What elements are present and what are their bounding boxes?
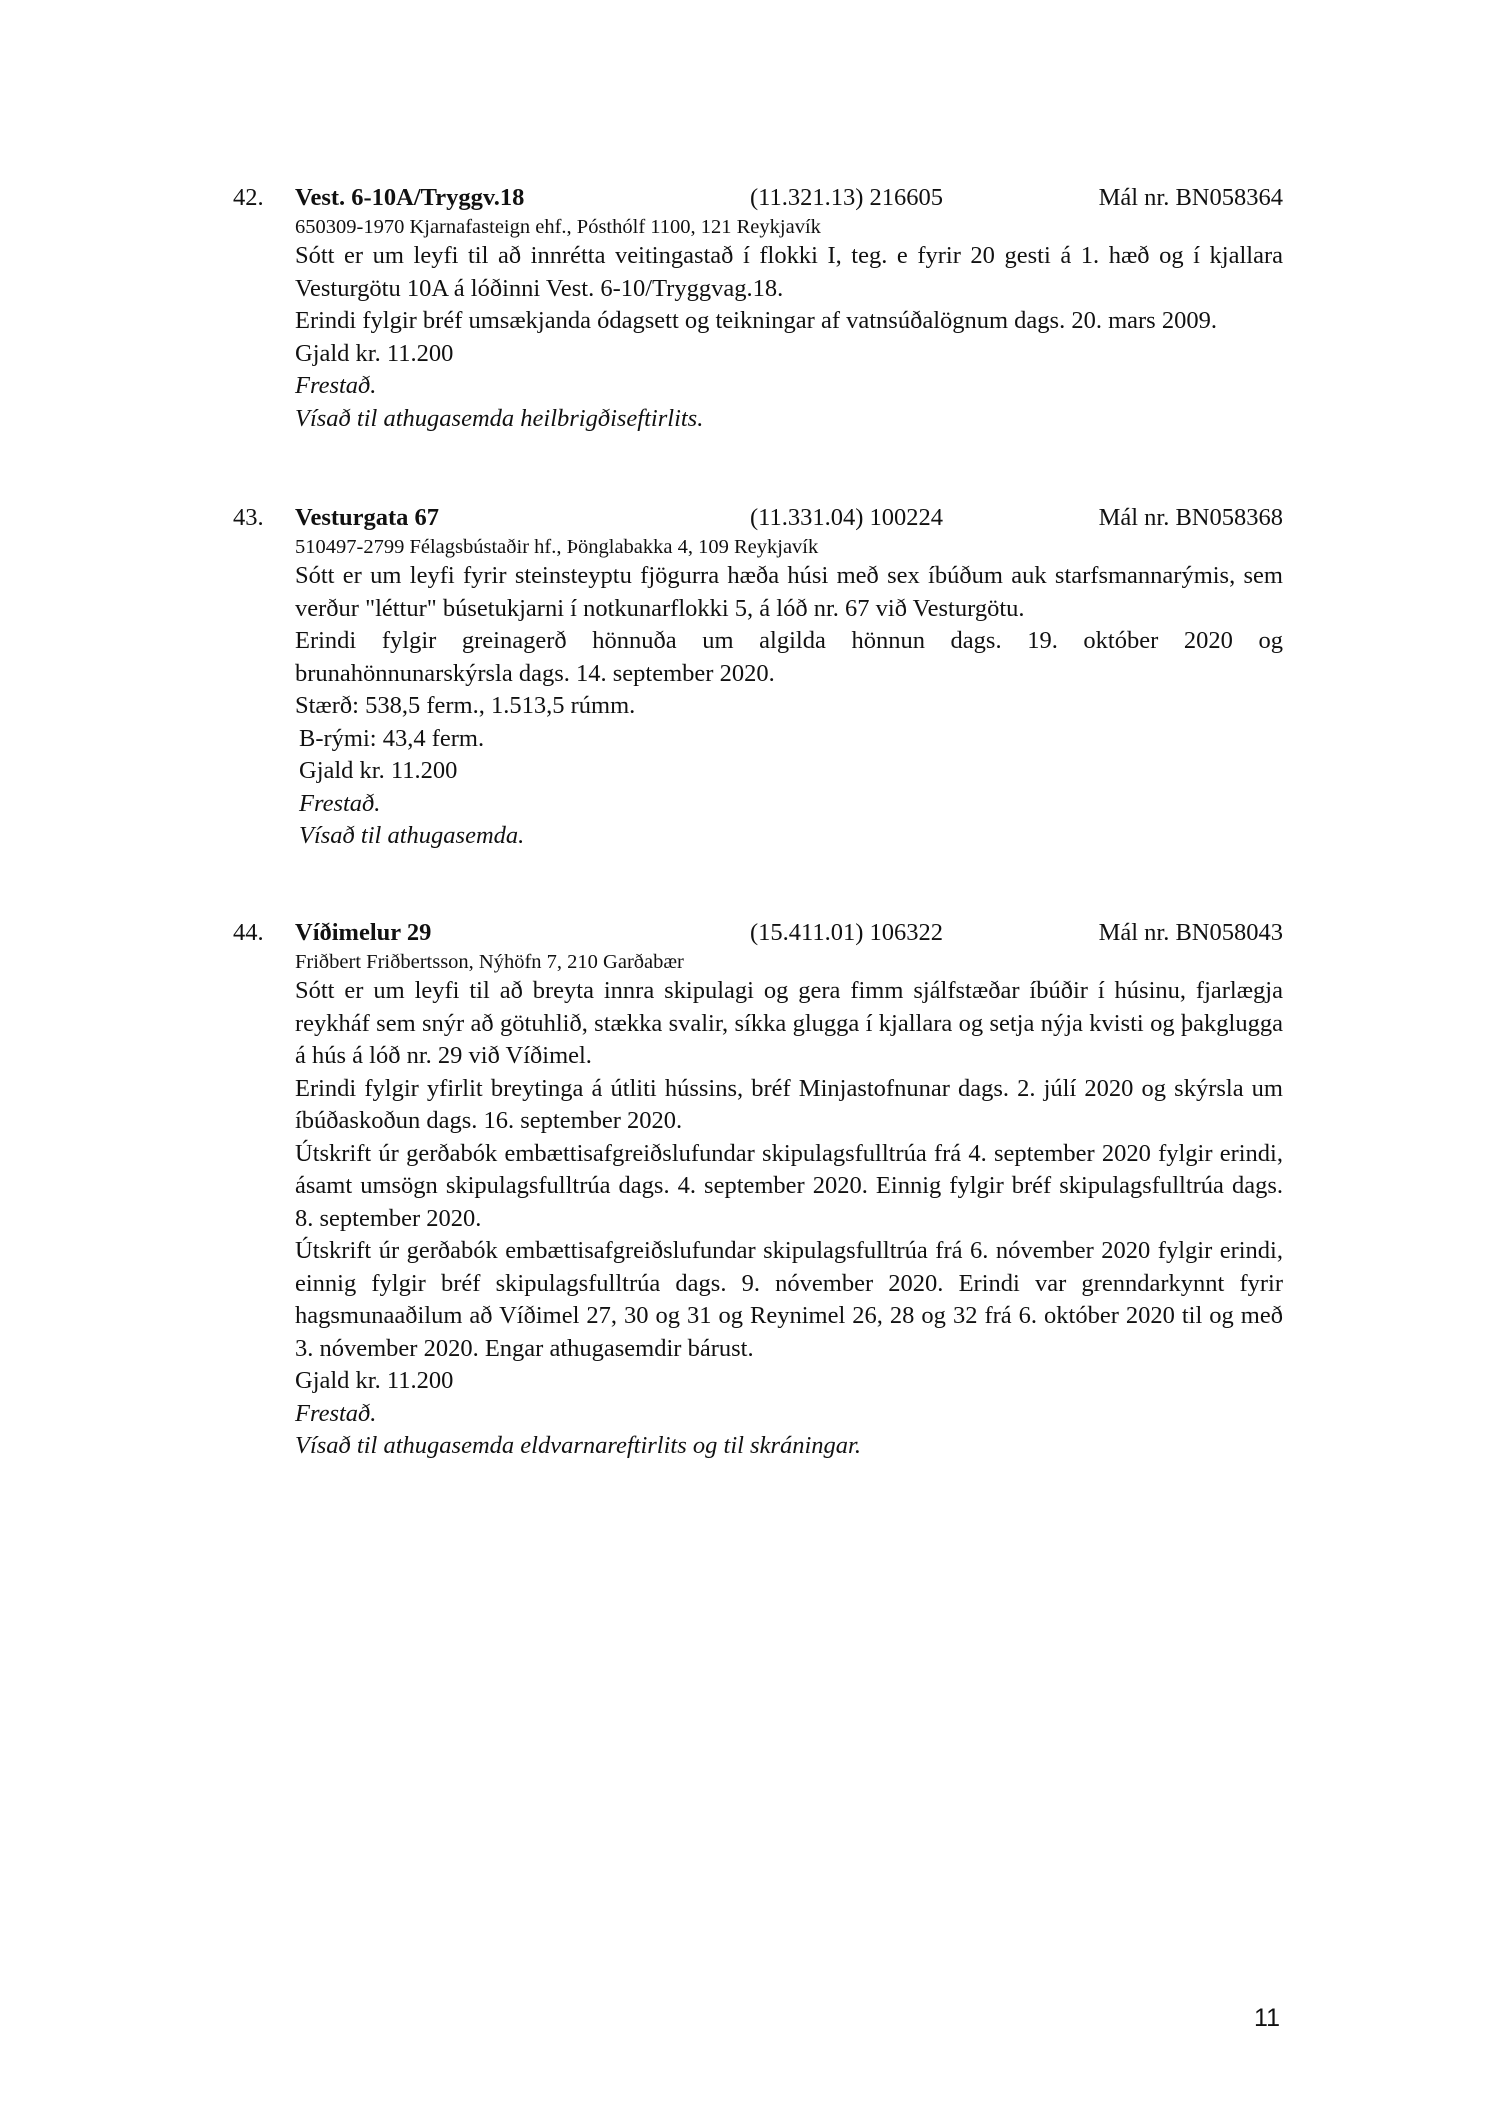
entry-attachments: Erindi fylgir bréf umsækjanda ódagsett og teikningar af vatnsúðalögnum dags. 20. mars 2009. <box>295 307 1217 334</box>
entry-land-reference: (11.321.13) 216605 <box>750 184 944 211</box>
entry-address: Víðimelur 29 <box>295 919 432 946</box>
entry-note: Vísað til athugasemda heilbrigðiseftirlits. <box>295 404 704 432</box>
entry-attachments: Erindi fylgir greinagerð hönnuða um algilda hönnun dags. 19. október 2020 og brunahönnunarskýrsla dags. 14. september 2020. <box>295 627 1283 687</box>
entry-address: Vest. 6-10A/Tryggv.18 <box>295 184 525 211</box>
entry-land-reference: (15.411.01) 106322 <box>750 919 944 946</box>
entry-case-number: Mál nr. BN058368 <box>1098 504 1283 531</box>
case-entry-44 <box>233 917 1283 1463</box>
entry-land-reference: (11.331.04) 100224 <box>750 504 944 531</box>
entry-status: Frestað. <box>299 789 381 817</box>
entry-case-number: Mál nr. BN058364 <box>1098 184 1283 211</box>
entry-note: Vísað til athugasemda eldvarnareftirlits og til skráningar. <box>295 1432 862 1459</box>
entry-attachments: Erindi fylgir yfirlit breytinga á útliti hússins, bréf Minjastofnunar dags. 2. júlí 2020 og skýrsla um íbúðaskoðun dags. 16. september 2020. <box>295 1074 1283 1134</box>
entry-body <box>295 534 1283 853</box>
entry-minutes-extract-2: Útskrift úr gerðabók embættisafgreiðslufundar skipulagsfulltrúa frá 6. nóvember 2020 fylgir erindi, einnig fylgir bréf skipulagsfulltrúa dags. 9. nóvember 2020. Erindi var grenndarkynnt fyrir hagsmunaaðilum að Víðimel 27, 30 og 31 og Reynimel 26, 28 og 32 frá 6. október 2020 til og með 3. nóvember 2020. Engar athugasemdir bárust. <box>295 1237 1283 1362</box>
entry-address: Vesturgata 67 <box>295 504 440 531</box>
entry-header <box>233 182 1283 214</box>
entry-owner: 510497-2799 Félagsbústaðir hf., Þönglabakka 4, 109 Reykjavík <box>295 536 819 558</box>
entry-status: Frestað. <box>295 1399 377 1427</box>
entry-number: 43. <box>233 504 264 531</box>
entry-fee: Gjald kr. 11.200 <box>295 1367 454 1394</box>
entry-number: 42. <box>233 184 264 211</box>
case-entry-43 <box>233 502 1283 853</box>
entry-fee: Gjald kr. 11.200 <box>299 757 458 784</box>
entry-description: Sótt er um leyfi til að breyta innra skipulagi og gera fimm sjálfstæðar íbúðir í húsinu, fjarlægja reykháf sem snýr að götuhlið, stækka svalir, síkka glugga í kjallara og setja nýja kvisti og þakglugga á hús á lóð nr. 29 við Víðimel. <box>295 977 1283 1069</box>
entry-body <box>295 949 1283 1463</box>
entry-case-number: Mál nr. BN058043 <box>1098 919 1283 946</box>
entry-owner: Friðbert Friðbertsson, Nýhöfn 7, 210 Garðabær <box>295 951 684 973</box>
entry-minutes-extract-1: Útskrift úr gerðabók embættisafgreiðslufundar skipulagsfulltrúa frá 4. september 2020 fylgir erindi, ásamt umsögn skipulagsfulltrúa dags. 4. september 2020. Einnig fylgir bréf skipulagsfulltrúa dags. 8. september 2020. <box>295 1139 1283 1232</box>
entry-note: Vísað til athugasemda. <box>299 822 525 849</box>
entry-header <box>233 917 1283 949</box>
entry-description: Sótt er um leyfi fyrir steinsteyptu fjögurra hæða húsi með sex íbúðum auk starfsmannarýmis, sem verður "léttur" búsetukjarni í notkunarflokki 5, á lóð nr. 67 við Vesturgötu. <box>295 562 1283 622</box>
entry-b-space: B-rými: 43,4 ferm. <box>299 724 485 752</box>
entry-fee: Gjald kr. 11.200 <box>295 339 454 367</box>
entry-size: Stærð: 538,5 ferm., 1.513,5 rúmm. <box>295 692 636 719</box>
case-entry-42 <box>233 182 1283 435</box>
entry-status: Frestað. <box>295 372 377 399</box>
entry-number: 44. <box>233 919 264 946</box>
entry-owner: 650309-1970 Kjarnafasteign ehf., Pósthólf 1100, 121 Reykjavík <box>295 216 821 238</box>
page-number: 11 <box>1254 2004 1280 2032</box>
entry-description: Sótt er um leyfi til að innrétta veitingastað í flokki I, teg. e fyrir 20 gesti á 1. hæð og í kjallara Vesturgötu 10A á lóðinni Vest. 6-10/Tryggvag.18. <box>295 242 1283 302</box>
entry-body <box>295 214 1283 435</box>
entry-header <box>233 502 1283 534</box>
